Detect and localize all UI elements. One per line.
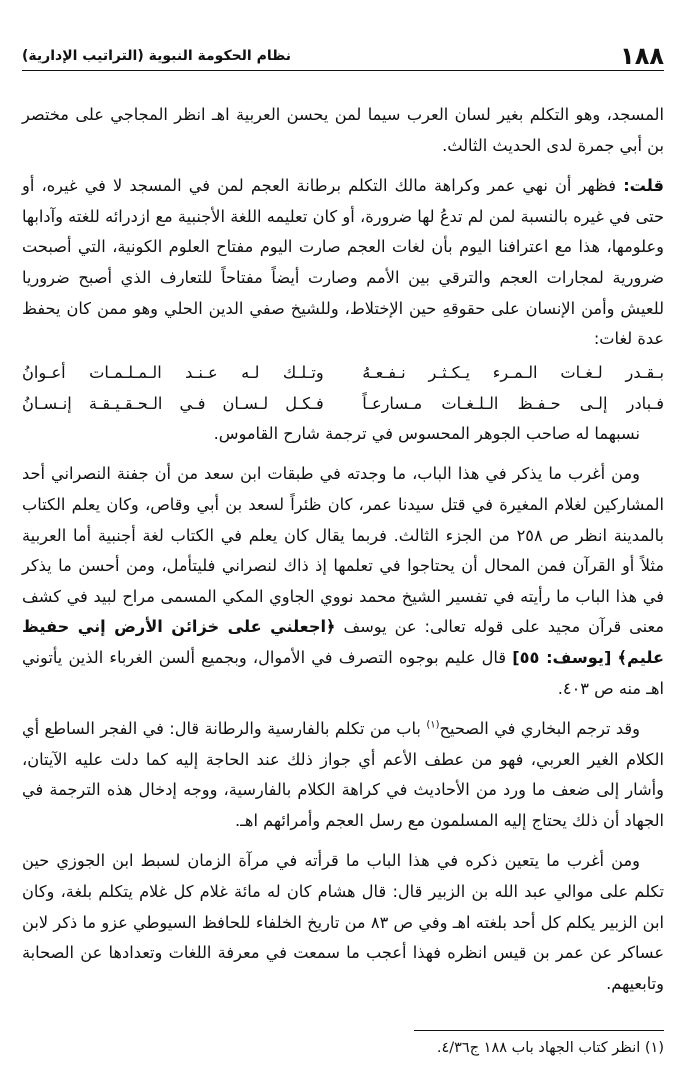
poem-line: [22, 388, 664, 419]
paragraph-3: نسبهما له صاحب الجوهر المحسوس في ترجمة شارح القاموس.: [213, 423, 640, 443]
poem-hemistich: بـقـدر لـغـات الـمـرء يـكـثـر نـفـعـهُ: [362, 362, 664, 382]
poem-hemistich: فـبادر إلـى حـفـظ الـلـغـات مـسارعـاً: [362, 393, 664, 413]
paragraph-2: [22, 171, 664, 355]
poem-line: [22, 357, 664, 388]
paragraph-label: قلت:: [623, 176, 665, 196]
poem-hemistich: وتـلـك لـه عـنـد الـمـلـمـات أعـوانُ: [22, 362, 324, 382]
body-text: [22, 100, 664, 999]
footnote-marker[interactable]: (١): [426, 719, 440, 731]
paragraph-5-text-continued: باب من تكلم بالفارسية والرطانة قال: في الفجر الساطع أي الكلام الغير العربي، فهو من عطف الأعم أي جواز ذلك عند الحاجة إليه كما دلت عليه الآيتان، وأشار إلى ضعف ما ورد من الأحاديث في كراهة الكلام بالفارسية، ووجه إدخال هذه الترجمة في الجهاد أن ذلك يحتاج إليه المسلمون مع رسل العجم وأمرائهم اهـ.: [22, 719, 664, 830]
running-title: نظام الحكومة النبوية (التراتيب الإدارية): [22, 48, 292, 64]
poem-hemistich: فـكـل لـسـان فـي الـحـقـيـقـة إنـسـانُ: [22, 393, 324, 413]
verse-reference: [يوسف: ٥٥]: [512, 647, 612, 667]
paragraph-6: ومن أغرب ما يتعين ذكره في هذا الباب ما قرأته في مرآة الزمان لسبط ابن الجوزي حين تكلم على موالي عبد الله بن الزبير قال: قال هشام كان له مائة غلام كل غلام يتكلم بلغة، وكان ابن الزبير يكلم كل أحد بلغته اهـ وفي ص ٨٣ من تاريخ الخلفاء للحافظ السيوطي عزو ما ذكر لابن عساكر عن عمر بن قيس انظره فهذا أعجب ما سمعت في معرفة اللغات وتعدادها عن الصحابة وتابعيهم.: [22, 851, 664, 993]
paragraph-1: المسجد، وهو التكلم بغير لسان العرب سيما لمن يحسن العربية اهـ انظر المجاجي على مختصر بن أبي جمرة لدى الحديث الثالث.: [22, 105, 664, 155]
footnote-divider: [414, 1030, 664, 1031]
poem: [22, 357, 664, 419]
page-header: [22, 42, 664, 71]
paragraph-4-text: ومن أغرب ما يذكر في هذا الباب، ما وجدته في طبقات ابن سعد من أن جفنة النصراني أحد المشاركين لغلام المغيرة في قتل سيدنا عمر، كان ظئراً لسعد بن أبي وقاص، وكان يعلم الكتاب بالمدينة انظر ص ٢٥٨ من الجزء الثالث. فربما يقال كان يعلم في الكتاب لغة أجنبية أما العربية مثلاً أو القرآن فمن المحال أن يحتاجوا في تعلمها إذ ذاك لنصراني فليتأمل، ومن أحسن ما يذكر في هذا الباب ما رأيته في تفسير الشيخ محمد نووي الجاوي المكي المسمى مراح لبيد في كشف معنى قرآن مجيد على قوله تعالى: عن يوسف: [22, 464, 665, 637]
page-number: ١٨٨: [620, 42, 664, 70]
paragraph-5-text: وقد ترجم البخاري في الصحيح: [439, 719, 640, 739]
paragraph-2-text: فظهر أن نهي عمر وكراهة مالك التكلم برطانة العجم لمن في المسجد لا في غيره، أو حتى في غيره بالنسبة لمن لم تدعُ لها ضرورة، أو كان تعليمه اللغة الأجنبية مع ازدرائه للغته وآدابها وعلومها، هذا مع اعترافنا اليوم بأن لغات العجم صارت اليوم مفتاح العلوم الكونية، التي أصبحت ضرورية لمجارات العجم والترقي بين الأمم وصارت أيضاً مفتاحاً للتعارف الذي أصبح ضروريا للعيش وأمن الإنسان على حقوقهِ حين الإختلاط، وللشيخ صفي الدين الحلي وهو ممن كان يحفظ عدة لغات:: [22, 176, 664, 349]
paragraph-5: [22, 714, 664, 836]
paragraph-4-text-continued: قال عليم بوجوه التصرف في الأموال، وبجميع ألسن الغرباء الذين يأتوني اهـ منه ص ٤٠٣.: [22, 647, 664, 698]
quran-verse: ﴿اجعلني على خزائن الأرض إني حفيظ عليم﴾: [22, 617, 664, 667]
paragraph-4: [22, 459, 664, 704]
footnote: (١) انظر كتاب الجهاد باب ١٨٨ ج٤/٣٦.: [436, 1040, 664, 1056]
